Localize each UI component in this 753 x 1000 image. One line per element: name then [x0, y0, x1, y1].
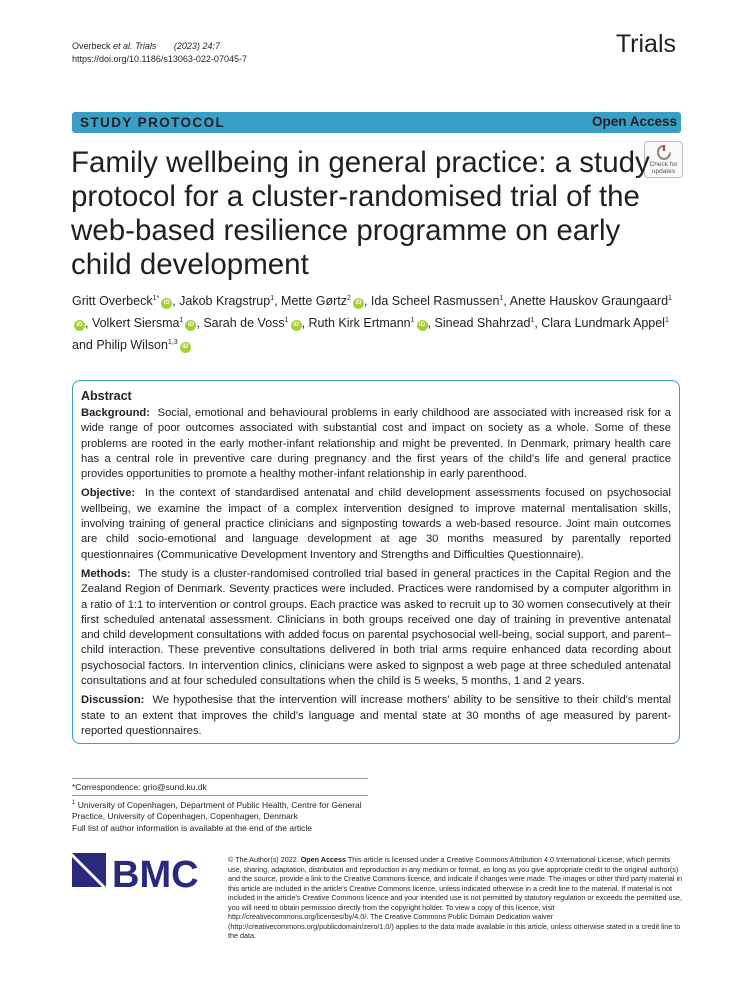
orcid-icon[interactable]: iD	[74, 320, 85, 331]
author-name: Philip Wilson	[96, 338, 168, 353]
footnote-divider-2	[72, 795, 368, 796]
orcid-icon[interactable]: iD	[291, 320, 302, 331]
author-affiliation-sup: 1	[284, 317, 289, 325]
abstract-discussion: Discussion: We hypothesise that the intervention will increase mothers' ability to be sensitive to their child's mental state to an extent that improves the child's language and mental state at 30 months of age measured by parent-reported questionnaires.	[81, 694, 672, 737]
author-list: Gritt Overbeck$^{1*}$iD , Jakob Kragstrup$^1$, Mette Gørtz$^2$iD , Ida Scheel Rasmussen$^1$, Anette Hauskov Graungaard$^1$iD , Volkert Siersma$^1$iD , Sarah de Voss$^1$iD , Ruth Kirk Ertmann$^1$iD , Sinead Shahrzad$^1$, Clara Lundmark Appel$^1$ and Philip Wilson$^{1,3}$iD	[72, 294, 672, 353]
abstract-background: Background: Social, emotional and behavioural problems in early childhood are associated with increased risk for a wide range of poor outcomes associated with substantial cost and impact on society as a whole. Some of these problems are rooted in the early mother-infant relationship and might be prevented. In Denmark, primary health care has a central role in preventive care during pregnancy and the first years of the child's life and general practice provides opportunities to promote a healthy mother-infant relationship in early parenthood.	[81, 407, 671, 481]
check-updates-line1: Check for	[649, 161, 678, 168]
check-updates-line2: updates	[651, 168, 676, 175]
journal-name: Trials	[615, 30, 676, 58]
author-affiliation-sup: 1,3	[167, 339, 178, 347]
open-access-label: Open Access	[591, 114, 677, 129]
license-text: © The Author(s) 2022. Open Access This article is licensed under a Creative Commons Attribution 4.0 International License, which permits use, sharing, adaptation, distribution and reproduction in any medium or format, as long as you give appropriate credit to the original author(s) and the source, provide a link to the Creative Commons licence, and indicate if changes were made. The images or other third party material in this article are included in the article's Creative Commons licence, unless indicated otherwise in a credit line to the material. If material is not included in the article's Creative Commons licence and your intended use is not permitted by statutory regulation or exceeds the permitted use, you will need to obtain permission directly from the copyright holder. To view a copy of this licence, visit http://creativecommons.org/licenses/by/4.0/. The Creative Commons Public Domain Dedication waiver (http://creativecommons.org/publicdomain/zero/1.0/) applies to the data made available in this article, unless otherwise stated in a credit line to the data.	[228, 855, 683, 941]
article-type-label: STUDY PROTOCOL	[80, 115, 226, 130]
author-affiliation-sup: 1	[530, 317, 535, 325]
citation-journal: Trials	[135, 41, 157, 51]
author-name: Ida Scheel Rasmussen	[370, 294, 500, 309]
author-name: Ruth Kirk Ertmann	[308, 316, 411, 331]
abstract-box	[72, 380, 680, 744]
author-affiliation-sup: 2	[347, 295, 351, 302]
author-name: Mette Gørtz	[281, 294, 348, 309]
author-name: Sarah de Voss	[203, 316, 285, 331]
author-name: Sinead Shahrzad	[434, 316, 531, 331]
author-affiliation-sup: 1	[179, 317, 184, 325]
bmc-logo	[72, 853, 212, 897]
article-type-band	[72, 112, 681, 133]
orcid-icon[interactable]: iD	[417, 320, 428, 331]
bmc-logo-text: BMC	[112, 854, 199, 896]
author-affiliation-sup: 1	[410, 317, 415, 325]
citation-header	[72, 40, 247, 66]
abstract-heading: Abstract	[81, 389, 132, 403]
affiliation: $^1$ University of Copenhagen, Department of Public Health, Centre for General Practice, University of Copenhagen, Copenhagen, Denmark Full list of author information is available at the end of the article	[72, 798, 372, 834]
author-name: Jakob Kragstrup	[179, 294, 271, 309]
orcid-icon[interactable]: iD	[185, 320, 196, 331]
orcid-icon[interactable]: iD	[161, 298, 172, 309]
citation-authors: Overbeck	[72, 41, 111, 51]
author-affiliation-sup: 1	[668, 295, 672, 302]
article-title: Family wellbeing in general practice: a study protocol for a cluster-randomised trial of the web-based resilience programme on early child development	[71, 146, 650, 281]
full-author-info: Full list of author information is available at the end of the article	[72, 822, 313, 833]
author-affiliation-sup: 1*	[152, 295, 160, 302]
author-affiliation-sup: 1	[499, 295, 504, 302]
author-affiliation-sup: 1	[664, 317, 669, 325]
author-name: Clara Lundmark Appel	[541, 316, 665, 331]
abstract-methods: Methods: The study is a cluster-randomised controlled trial based in general practices in the Capital Region and the Zealand Region of Denmark. Seventy practices were included. Practices were randomised by a computer algorithm in a ratio of 1:1 to intervention or control groups. Each practice was asked to recruit up to 30 women consecutively at their first scheduled antenatal assessment. Clinicians in both groups received one day of training in preventive antenatal and child development consultations with added focus on parental psychosocial well-being, social support, and parent–child interaction. These preventive consultations delivered in both trial arms require enhanced data recording about psychosocial factors. In intervention clinics, clinicians were asked to signpost a web page at three scheduled antenatal consultations and at four scheduled consultations when the child is 5 weeks, 5 months, 1 and 2 years.	[81, 567, 671, 688]
author-name: Anette Hauskov Graungaard	[509, 294, 669, 309]
doi-link[interactable]: https://doi.org/10.1186/s13063-022-07045-7	[72, 54, 247, 64]
orcid-icon[interactable]: iD	[353, 298, 364, 309]
check-updates-icon	[657, 145, 671, 160]
footnote-divider	[72, 778, 368, 779]
correspondence: *Correspondence: grio@sund.ku.dk	[72, 782, 207, 792]
abstract-objective: Objective: In the context of standardised antenatal and child development assessments focused on psychosocial wellbeing, we examine the impact of a complex intervention designed to improve maternal mentalisation skills, involving training of general practice clinicians and signposting towards a web-based resource. Joint main outcomes are child socio-emotional and language development at age 30 months measured by parentally reported questionnaires (Communicative Development Inventory and Strengths and Difficulties Questionnaire).	[81, 487, 672, 561]
citation-year: (2023) 24:7	[173, 41, 220, 51]
author-affiliation-sup: 1	[270, 295, 275, 302]
author-name: Volkert Siersma	[91, 316, 180, 331]
orcid-icon[interactable]: iD	[180, 342, 191, 353]
citation-etal: et al.	[113, 41, 133, 51]
author-name: Gritt Overbeck	[72, 294, 153, 309]
